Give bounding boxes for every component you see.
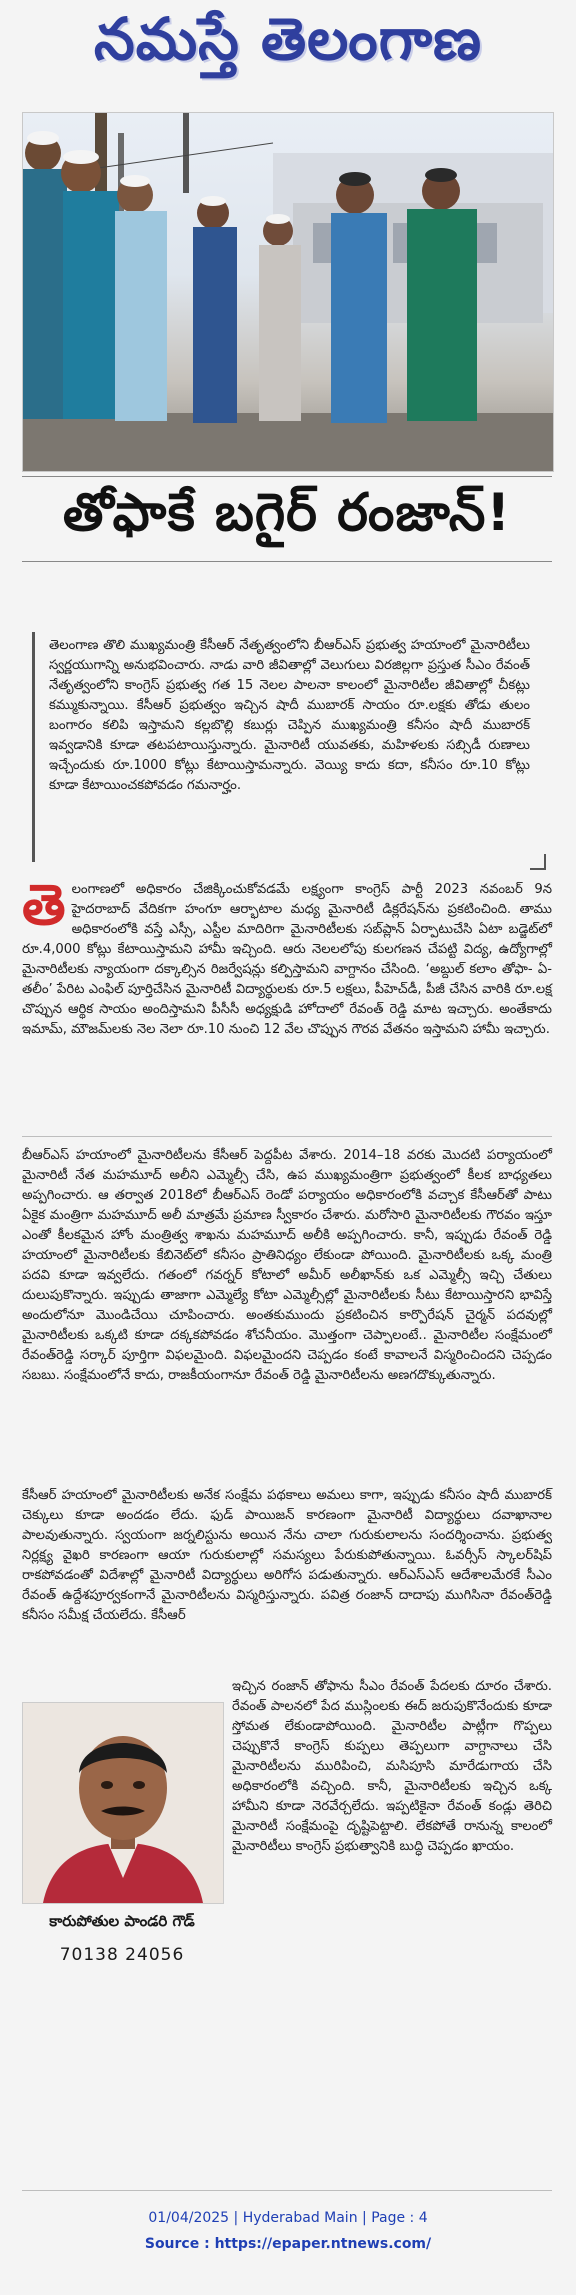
paragraph-4-text: ఇచ్చిన రంజాన్ తోఫాను సీఎం రేవంత్ పేదలకు దూరం చేశారు. రేవంత్ పాలనలో పేద ముస్లింలకు ఈద్ జరుపుకొనేందుకు కూడా స్తోమత లేకుండాపోయింది. మైనారిటీల పాట్లీగా గొప్పలు చెప్పుకొనే కాంగ్రెస్ కుప్పలు తెప్పలుగా వాగ్దానాలు చేసి మైనారిటీలను మురిపించి, మసిపూసి మారేడుగాయ చేసి అధికారంలోకి వచ్చింది. కానీ, మైనారిటీలకు ఇచ్చిన ఒక్క హామీని కూడా నెరవేర్చలేదు. ఇప్పటికైనా రేవంత్ కండ్లు తెరిచి మైనారిటీ సంక్షేమంపై దృష్టిపెట్టాలి. లేకపోతే రానున్న కాలంలో మైనారిటీలు కాంగ్రెస్ ప్రభుత్వానికి బుద్ధి చెప్పడం ఖాయం. [232, 1679, 552, 1854]
article-paragraph-1 [22, 872, 552, 1128]
section-divider [22, 1136, 552, 1137]
author-phone: 70138 24056 [59, 1945, 185, 1965]
paragraph-2-text: బీఆర్ఎస్ హయాంలో మైనారిటీలను కేసీఆర్ పెద్దపీట వేశారు. 2014–18 వరకు మొదటి పర్యాయంలో మైనారిటీ నేత మహమూద్ అలీని ఎమ్మెల్సీ చేసి, ఉప ముఖ్యమంత్రిగా ప్రభుత్వంలో కీలక బాధ్యతలు అప్పగించారు. ఆ తర్వాత 2018లో బీఆర్ఎస్ రెండో పర్యాయం అధికారంలోకి వచ్చాక కేసీఆర్‌తో పాటు ఏకైక మంత్రిగా మహమూద్ అలీ మాత్రమే ప్రమాణ స్వీకారం చేశారు. మరోసారి మైనారిటీలకు గౌరవం ఇస్తూ ఎంతో కీలకమైన హోం మంత్రిత్వ శాఖను మహమూద్ అలీకి అప్పగించారు. కానీ, ఇప్పుడు రేవంత్ రెడ్డి హయాంలో మైనారిటీలకు కేబినెట్‌లో కనీసం ప్రాతినిధ్యం లేకుండా పోయింది. మైనారిటీలకు ఒక్క మంత్రి పదవి కూడా ఇవ్వలేదు. గతంలో గవర్నర్ కోటాలో అమీర్ అలీఖాన్‌కు ఒక ఎమ్మెల్సీ ఇచ్చి చేతులు దులుపుకొన్నారు. ఇప్పుడు తాజాగా ఎమ్మెల్యే కోటా ఎమ్మెల్సీల్లో మైనారిటీలకు సీటు కేటాయిస్తారని భావిస్తే అందులోనూ మొండిచేయి చూపించారు. అంతకుముందు ప్రకటించిన కార్పొరేషన్ చైర్మన్ పదవుల్లో మైనారిటీలకు ఒక్కటి కూడా దక్కకపోవడం శోచనీయం. మొత్తంగా చెప్పాలంటే.. మైనారిటీల సంక్షేమంలో రేవంత్‌రెడ్డి సర్కార్ పూర్తిగా విఫలమైంది. విఫలమైందని చెప్పడం కంటే కావాలనే విస్మరించిందని చెప్పడం సబబు. సంక్షేమంలోనే కాదు, రాజకీయంగానూ రేవంత్ రెడ్డి మైనారిటీలను అణగదొక్కుతున్నారు. [22, 1148, 552, 1383]
article-paragraph-3 [22, 1486, 552, 1672]
photo-illustration [23, 113, 553, 471]
footer-source-link[interactable]: Source : https://epaper.ntnews.com/ [144, 2236, 432, 2252]
author-photo [22, 1702, 224, 1904]
footer-edition-info: 01/04/2025 | Hyderabad Main | Page : 4 [148, 2210, 428, 2226]
author-name: కారుపోతుల పాండరి గౌడ్ [49, 1912, 195, 1930]
news-photo [22, 112, 554, 472]
headline-text: తోఫాకే బగైర్ రంజాన్! [62, 482, 512, 543]
dropcap: తె [22, 872, 66, 938]
headline [22, 476, 552, 562]
paragraph-3-text: కేసీఆర్ హయాంలో మైనారిటీలకు అనేక సంక్షేమ పథకాలు అమలు కాగా, ఇప్పుడు కనీసం షాదీ ముబారక్ చెక్కులు కూడా అందడం లేదు. ఫుడ్ పాయిజన్ కారణంగా మైనారిటీ విద్యార్థులు దవాఖానాల పాలవుతున్నారు. స్వయంగా జర్నలిస్టును అయిన నేను చాలా గురుకులాలను సందర్శించాను. ప్రభుత్వ నిర్లక్ష్య వైఖరి కారణంగా ఆయా గురుకులాల్లో సమస్యలు పేరుకుపోతున్నాయి. ఓవర్సీస్ స్కాలర్‌షిప్ రాకపోవడంతో విదేశాల్లో మైనారిటీ విద్యార్థులు అరిగోస పడుతున్నారు. ఆర్‌ఎస్ఎస్ ఆదేశాలమేరకే సీఎం రేవంత్ ఉద్దేశపూర్వకంగానే మైనారిటీలను విస్మరిస్తున్నారు. పవిత్ర రంజాన్ దాదాపు ముగిసినా రేవంత్‌రెడ్డి కనీసం సమీక్ష చేయలేదు. కేసీఆర్ [22, 1488, 552, 1623]
intro-text: తెలంగాణ తొలి ముఖ్యమంత్రి కేసీఆర్ నేతృత్వంలోని బీఆర్ఎస్ ప్రభుత్వ హయాంలో మైనారిటీలు స్వర్ణయుగాన్ని అనుభవించారు. నాడు వారి జీవితాల్లో వెలుగులు విరజిల్లగా ప్రస్తుత సీఎం రేవంత్ నేతృత్వంలోని కాంగ్రెస్ ప్రభుత్వ గత 15 నెలల పాలనా కాలంలో మైనారిటీల జీవితాల్లో చీకట్లు కమ్ముకున్నాయి. కేసీఆర్ ప్రభుత్వం ఇచ్చిన షాదీ ముబారక్ సాయం రూ.లక్షకు తోడు తులం బంగారం కలిపి ఇస్తామని కల్లబొల్లి కబుర్లు చెప్పిన ముఖ్యమంత్రి కనీసం షాదీ ముబారక్ ఇవ్వడానికి కూడా తటపటాయిస్తున్నారు. మైనారిటీ యువతకు, మహిళలకు సబ్సిడీ రుణాలు ఇచ్చేందుకు రూ.1000 కోట్లు కేటాయిస్తామన్నారు. వెయ్యి కాదు కదా, కనీసం రూ.10 కోట్లు కూడా కేటాయించకపోవడం గమనార్హం. [49, 638, 530, 793]
author-portrait [23, 1703, 223, 1903]
article-paragraph-2 [22, 1146, 552, 1476]
box-corner-mark [530, 854, 546, 870]
intro-summary-box [32, 632, 540, 862]
paragraph-1-text: లంగాణలో అధికారం చేజిక్కించుకోవడమే లక్ష్యంగా కాంగ్రెస్ పార్టీ 2023 నవంబర్ 9న హైదరాబాద్ వేదికగా హంగూ ఆర్భాటాల మధ్య మైనారిటీ డిక్లరేషన్‌ను ప్రకటించింది. తాము అధికారంలోకి వస్తే ఎస్సీ, ఎస్టీల మాదిరిగా మైనారిటీలకు సబ్‌ప్లాన్ ఏర్పాటుచేసి ఏటా బడ్జెట్‌లో రూ.4,000 కోట్లు కేటాయిస్తామని హామీ ఇచ్చింది. ఆరు నెలలలోపు కులగణన చేపట్టి విద్య, ఉద్యోగాల్లో మైనారిటీలకు న్యాయంగా దక్కాల్సిన రిజర్వేషన్లు కల్పిస్తామని వాగ్దానం చేసింది. ‘అబ్దుల్ కలాం తోఫా- ఏ- తలీం’ పేరిట ఎంఫిల్ పూర్తిచేసిన మైనారిటీ విద్యార్థులకు రూ.5 లక్షలు, పీహెచ్‌డీ, పీజీ చేసిన వారికి రూ.లక్ష చొప్పున ఆర్థిక సాయం అందిస్తామని పీసీసీ అధ్యక్షుడి హోదాలో రేవంత్ రెడ్డి మాట ఇచ్చారు. అంతేకాదు ఇమామ్, మౌజమ్‌లకు నెల నెలా రూ.10 నుంచి 12 వేల చొప్పున గౌరవ వేతనం ఇస్తామని హామీ ఇచ్చారు. [22, 882, 552, 1037]
masthead [0, 0, 576, 92]
footer-divider [22, 2190, 552, 2191]
masthead-title: నమస్తే తెలంగాణ [94, 4, 482, 73]
article-paragraph-4 [232, 1677, 552, 2053]
